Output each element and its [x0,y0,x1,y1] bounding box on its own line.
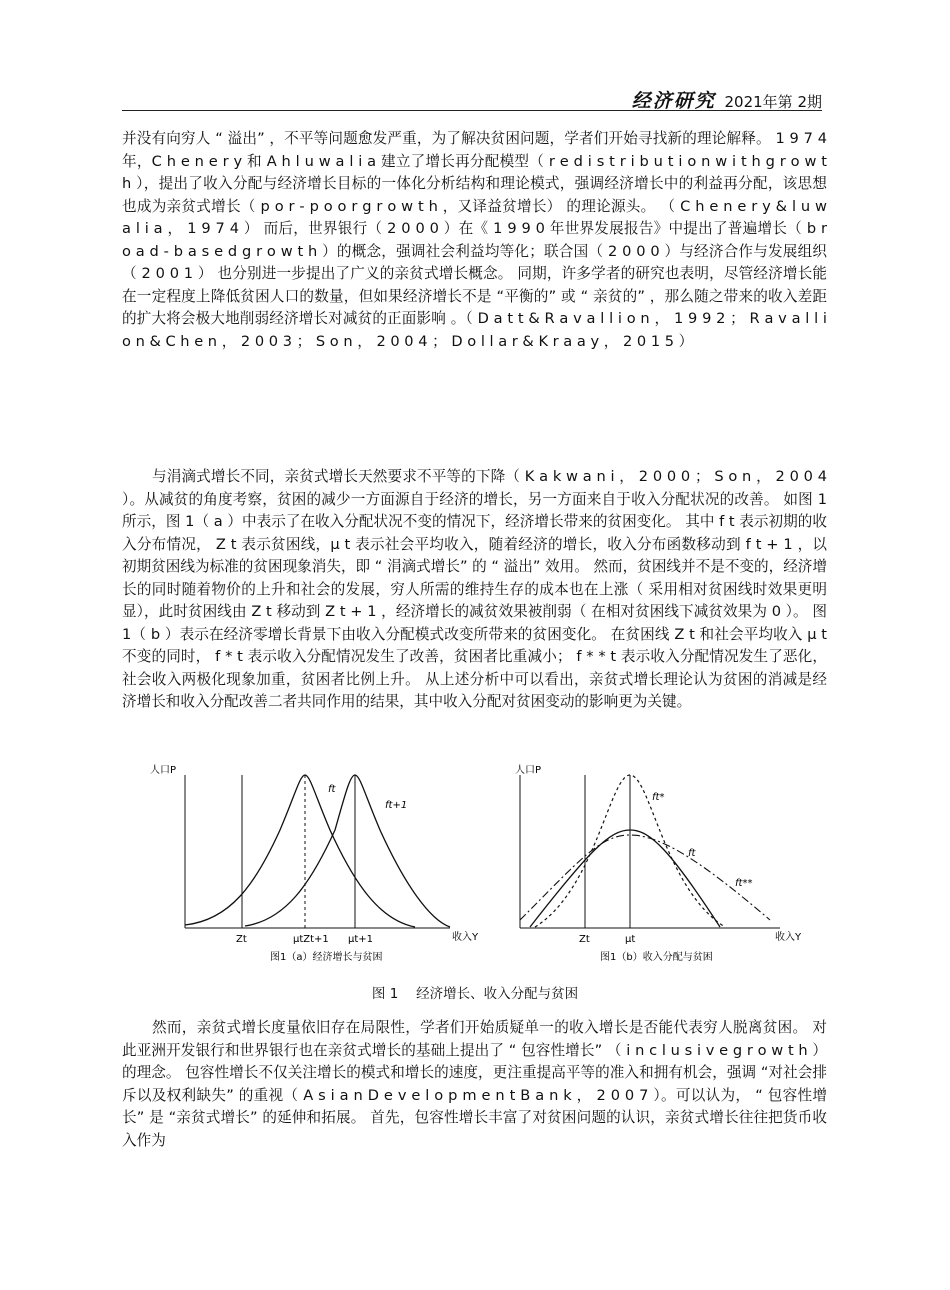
panel-b-x-label: 收入Y [775,932,802,943]
paragraph-2-text: 与涓滴式增长不同，亲贫式增长天然要求不平等的下降（ K a k w a n i ， 2 0 0 0 ； S o n ， 2 0 0 4 ）。从减贫的角度考察，贫困的减少一方面源自于经济的增长，另一方面来自于收入分配状况的改善。 如图 1所示，图 1（ a ）中表示了在收入分配状况不变的情况下，经济增长带来的贫困变化。 其中 f t 表示初期的收入分布情况， Z t 表示贫困线，μ t 表示社会平均收入，随着经济的增长，收入分布函数移动到 f t + 1 ，以初期贫困线为标准的贫困现象消失，即 “ 涓滴式增长” 的 “ 溢出” 效用。 然而，贫困线并不是不变的，经济增长的同时随着物价的上升和社会的发展，穷人所需的维持生存的成本也在上涨（ 采用相对贫困线时效果更明显），此时贫困线由 Z t 移动到 Z t + 1 ，经济增长的减贫效果被削弱（ 在相对贫困线下减贫效果为 0 ）。 图 1（ b ）表示在经济零增长背景下由收入分配模式改变所带来的贫困变化。 在贫困线 Z t 和社会平均收入 μ t 不变的同时， f * t 表示收入分配情况发生了改善，贫困者比重减小； f * * t 表示收入分配情况发生了恶化，社会收入两极化现象加重，贫困者比例上升。 从上述分析中可以看出，亲贫式增长理论认为贫困的消减是经济增长和收入分配改善二者共同作用的结果，其中收入分配对贫困变动的影响更为关键。 [122,468,827,710]
panel-a-caption: 图1（a）经济增长与贫困 [270,952,383,963]
paragraph-2 [122,466,827,714]
curve-ft [185,775,415,927]
figure-1-svg [150,760,820,970]
panel-b-y-label: 人口P [515,765,542,776]
label-ft-star: ft* [652,792,665,803]
figure-1 [150,760,820,970]
tick-zt: Zt [236,934,247,945]
label-ft-star2: ft** [735,878,753,889]
issue-label: 2021年第 2期 [724,93,822,111]
paragraph-3-text: 然而，亲贫式增长度量依旧存在局限性，学者们开始质疑单一的收入增长是否能代表穷人脱离贫困。 对此亚洲开发银行和世界银行也在亲贫式增长的基础上提出了 “ 包容性增长” （ i n c l u s i v e g r o w t h ）的理念。 包容性增长不仅关注增长的模式和增长的速度，更注重提高平等的准入和拥有机会，强调 “对社会排斥以及权利缺失” 的重视（ A s i a n D e v e l o p m e n t B a n k ， 2 0 0 7 ）。可以认为， “ 包容性增长” 是 “亲贫式增长” 的延伸和拓展。 首先，包容性增长丰富了对贫困问题的认识，亲贫式增长往往把货币收入作为 [122,1019,827,1149]
figure-caption: 图 1 经济增长、收入分配与贫困 [371,986,579,1002]
panel-a [150,763,479,963]
tick-mu-t1: μt+1 [348,934,374,945]
panel-b [515,763,802,963]
tick-zt-b: Zt [579,934,590,945]
paragraph-1-text: 并没有向穷人 “ 溢出” ，不平等问题愈发严重，为了解决贫困问题，学者们开始寻找新的理论解释。 1 9 7 4 年，C h e n e r y 和 A h l u w a l i a 建立了增长再分配模型（ r e d i s t r i b u t i o n w i t h g r o w t h ），提出了收入分配与经济增长目标的一体化分析结构和理论模式，强调经济增长中的利益再分配，该思想也成为亲贫式增长（ p o r - p o o r g r o w t h ，又译益贫增长） 的理论源头。 （ C h e n e r y & l u w a l i a ， 1 9 7 4 ） 而后，世界银行（ 2 0 0 0 ）在《 1 9 9 0 年世界发展报告》中提出了普遍增长（ b r o a d - b a s e d g r o w t h ）的概念，强调社会利益均等化；联合国（ 2 0 0 0 ）与经济合作与发展组织（ 2 0 0 1 ） 也分别进一步提出了广义的亲贫式增长概念。 同期，许多学者的研究也表明，尽管经济增长能在一定程度上降低贫困人口的数量，但如果经济增长不是 “平衡的” 或 “ 亲贫的” ，那么随之带来的收入差距的扩大将会极大地削弱经济增长对减贫的正面影响 。（ D a t t & R a v a l l i o n ， 1 9 9 2 ； R a v a l l i o n & C h e n ， 2 0 0 3 ； S o n ， 2 0 0 4 ； D o l l a r & K r a a y ， 2 0 1 5 ） [122,130,827,350]
curve-ft-b [530,830,720,927]
panel-b-caption: 图1（b）收入分配与贫困 [600,952,713,963]
journal-issue [632,86,822,113]
tick-mu-z: μtZt+1 [293,934,329,945]
label-ft: ft [328,784,336,795]
paragraph-3 [122,1017,827,1152]
label-ft-b: ft [688,848,696,859]
page-header [122,84,822,111]
panel-a-x-label: 收入Y [452,932,479,943]
tick-mu-b: μt [625,934,636,945]
curve-ft1 [245,775,450,927]
panel-a-y-label: 人口P [150,765,177,776]
label-ft1: ft+1 [385,800,408,811]
journal-logo: 经济研究 [631,90,716,112]
paragraph-1 [122,128,827,353]
